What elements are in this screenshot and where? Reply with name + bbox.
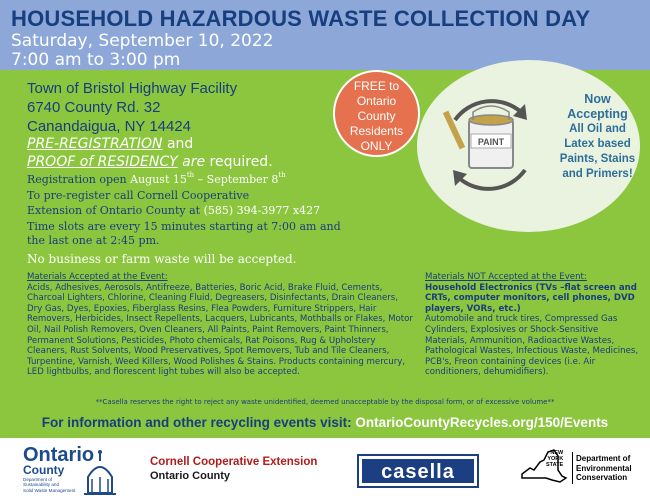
event-title: HOUSEHOLD HAZARDOUS WASTE COLLECTION DAY: [11, 6, 591, 31]
nys-dec-logo: [520, 444, 645, 498]
callout-line-3: All Oil and: [569, 123, 626, 135]
required-word: required.: [205, 154, 273, 170]
paint-can-icon: [433, 90, 548, 200]
ontario-logo-word: Ontario: [23, 444, 95, 466]
cornell-logo-line-1: Cornell Cooperative Extension: [150, 456, 318, 468]
facility-city: Canandaigua, NY 14424: [27, 118, 192, 135]
now-accepting-callout: [555, 92, 640, 182]
free-badge-line-1: FREE to: [353, 79, 400, 93]
free-badge-line-3: County: [357, 109, 396, 123]
not-accepted-materials: [425, 272, 640, 378]
free-residents-badge: [333, 70, 420, 157]
and-word: and: [162, 136, 194, 152]
registration-info: [27, 172, 341, 248]
time-slots-line-1: Time slots are every 15 minutes starting at 7:00 am and: [27, 219, 341, 233]
accepted-materials: [27, 272, 415, 378]
nys-divider: [572, 452, 573, 484]
not-accepted-heading: Materials NOT Accepted at the Event:: [425, 272, 587, 282]
sponsor-logo-bar: [0, 438, 650, 502]
registration-dates: [27, 172, 341, 188]
cornell-logo-line-2: Ontario County: [150, 470, 231, 482]
free-badge-line-4: Residents: [349, 124, 404, 138]
time-slots: [27, 220, 341, 248]
registration-start: August 15th – September 8th: [130, 171, 286, 186]
free-badge-line-5: ONLY: [360, 139, 393, 153]
facility-street: 6740 County Rd. 32: [27, 99, 161, 116]
accepted-list: Acids, Adhesives, Aerosols, Antifreeze, Batteries, Boric Acid, Brake Fluid, Cements, Charcoal Lighters, Chlorine, Cleaning Fluid, Degreasers, Disinfectants, Drain Cleaners, Dry Gas, Dyes, Epoxies, Fiberglass Resins, Flea Powders, Furniture Strippers, Hair Removers, Herbicides, Insect Repellents, Lacquers, Lubricants, Mothballs or Flakes, Motor Oil, Nail Polish Removers, Oven Cleaners, All Paints, Paint Removers, Paint Thinners, Permanent Solutions, Pesticides, Photo chemicals, Rat Poisons, Rug & Upholstery Cleaners, Rust Solvents, Wood Preservatives, Spot Removers, Tub and Tile Cleaners, Turpentine, Varnish, Weed Killers, Wood Polishes & Stains. Products containing mercury, LED lightbulbs, and florescent light tubes will also be accepted.: [27, 282, 413, 378]
facility-address: [27, 79, 237, 136]
casella-disclaimer: **Casella reserves the right to reject any waste unidentified, deemed unacceptable by the disposal form, or of excessive volume**: [95, 398, 555, 406]
no-business-notice: No business or farm waste will be accepted.: [27, 252, 297, 266]
facility-name: Town of Bristol Highway Facility: [27, 80, 238, 97]
extension-line: Extension of Ontario County at (585) 394-3977 x427: [27, 204, 321, 217]
nys-badge-text: NEW YORK STATE: [546, 450, 564, 468]
callout-line-5: Paints, Stains: [559, 153, 636, 165]
now-word: Now: [584, 92, 611, 106]
event-time: 7:00 am to 3:00 pm: [11, 50, 181, 70]
ontario-logo-dept: Department of Sustainability and Solid Waste Management: [23, 477, 76, 493]
callout-line-6: and Primers!: [562, 168, 633, 180]
not-accepted-list: Automobile and truck tires, Compressed Gas Cylinders, Explosives or Shock-Sensitive Materials, Ammunition, Radioactive Wastes, Pathological Wastes, Infectious Waste, Medicines, PCB's, Freon containing devices (i.e. Air conditioners, dehumidifiers).: [425, 314, 639, 378]
ontario-county-logo: [20, 444, 120, 500]
call-line: To pre-register call Cornell Cooperative: [27, 188, 250, 202]
footer-lead: For information and other recycling events visit:: [41, 415, 356, 430]
time-slots-line-2: the last one at 2:45 pm.: [27, 233, 160, 247]
ontario-logo-county: County: [23, 463, 65, 477]
casella-logo-text: casella: [381, 461, 455, 483]
registration-requirement: [27, 135, 273, 171]
phone-number[interactable]: (585) 394-3977 x427: [203, 204, 321, 217]
cornell-extension-logo: [150, 438, 330, 502]
paint-can-label: PAINT: [477, 137, 505, 147]
accepted-heading: Materials Accepted at the Event:: [27, 272, 168, 282]
pre-registration-phrase: PRE-REGISTRATION: [27, 136, 163, 152]
free-badge-line-2: Ontario: [356, 94, 397, 108]
callout-line-4: Latex based: [564, 138, 631, 150]
footer-url-link[interactable]: OntarioCountyRecycles.org/150/Events: [355, 415, 609, 430]
not-accepted-electronics: Household Electronics (TVs –flat screen and CRTs, computer monitors, cell phones, DVD players, VORs, etc.): [425, 282, 637, 314]
are-word: are: [177, 154, 206, 170]
courthouse-dome-icon: [80, 447, 120, 499]
footer-info: [0, 415, 650, 430]
proof-of-residency-phrase: PROOF of RESIDENCY: [27, 154, 178, 170]
accepting-word: Accepting: [567, 107, 628, 121]
event-date: Saturday, September 10, 2022: [11, 31, 274, 51]
registration-open-label: Registration open: [27, 173, 131, 186]
casella-logo: [357, 454, 479, 488]
nys-dept-name: Department of Environmental Conservation: [576, 454, 632, 482]
